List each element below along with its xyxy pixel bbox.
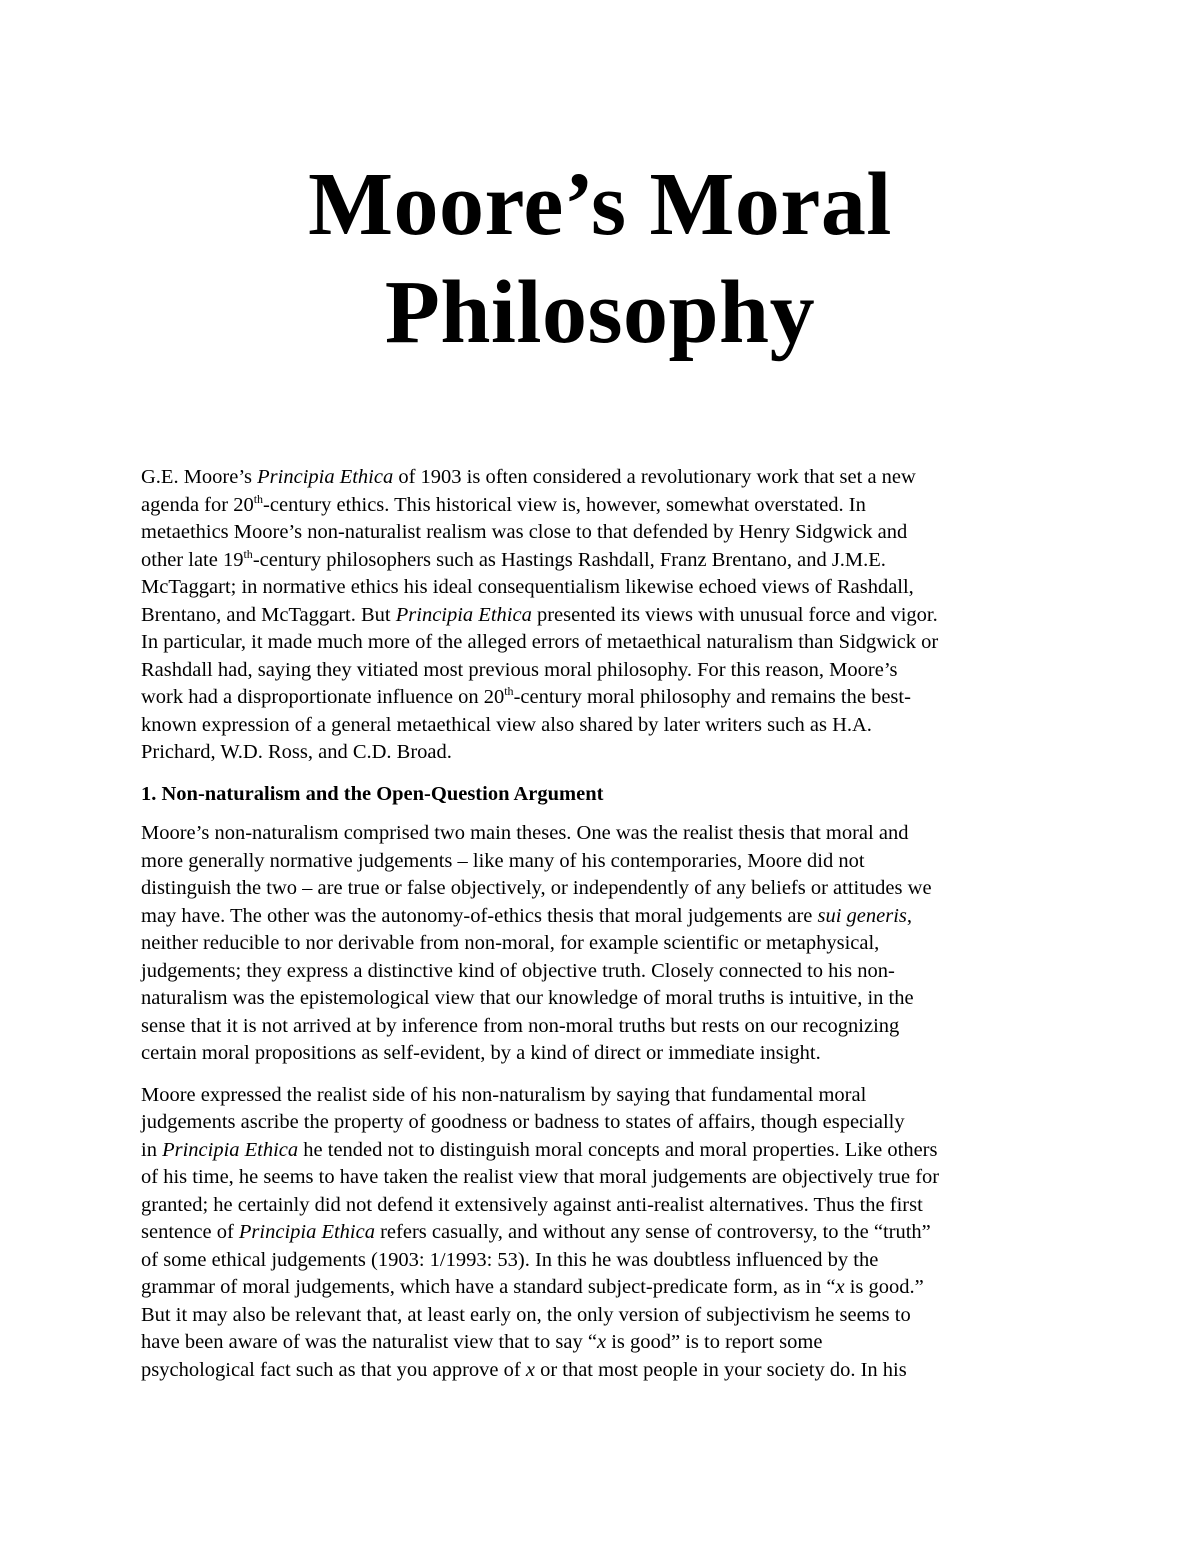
document-body (141, 464, 1071, 1398)
body-paragraph (141, 1082, 1071, 1385)
text-line: distinguish the two – are true or false objectively, or independently of any beliefs or attitudes we (141, 877, 932, 899)
text-line: Prichard, W.D. Ross, and C.D. Broad. (141, 741, 452, 763)
text-line: sentence of Principia Ethica refers casually, and without any sense of controversy, to the “truth” (141, 1221, 931, 1243)
text-line: work had a disproportionate influence on 20th-century moral philosophy and remains the best- (141, 684, 911, 708)
text-line: judgements ascribe the property of goodness or badness to states of affairs, though especially (141, 1111, 905, 1133)
text-line: metaethics Moore’s non-naturalist realism was close to that defended by Henry Sidgwick and (141, 521, 908, 543)
text-line: certain moral propositions as self-evident, by a kind of direct or immediate insight. (141, 1042, 821, 1064)
text-line: judgements; they express a distinctive kind of objective truth. Closely connected to his non- (141, 959, 895, 982)
text-line: Rashdall had, saying they vitiated most previous moral philosophy. For this reason, Moore’s (141, 658, 898, 681)
text-line: G.E. Moore’s Principia Ethica of 1903 is often considered a revolutionary work that set a new (141, 466, 916, 488)
document-title-line-1: Moore’s Moral (308, 155, 892, 254)
body-paragraph (141, 820, 1071, 1068)
text-line: psychological fact such as that you approve of x or that most people in your society do. In his (141, 1358, 907, 1381)
text-line: granted; he certainly did not defend it extensively against anti-realist alternatives. Thus the first (141, 1193, 923, 1216)
text-line: known expression of a general metaethical view also shared by later writers such as H.A. (141, 713, 872, 736)
text-line: But it may also be relevant that, at least early on, the only version of subjectivism he seems to (141, 1303, 911, 1326)
text-line: have been aware of was the naturalist view that to say “x is good” is to report some (141, 1331, 823, 1353)
text-line: Brentano, and McTaggart. But Principia Ethica presented its views with unusual force and vigor. (141, 603, 938, 626)
text-line: In particular, it made much more of the alleged errors of metaethical naturalism than Sidgwick or (141, 631, 939, 653)
text-line: sense that it is not arrived at by inference from non-moral truths but rests on our recognizing (141, 1014, 900, 1037)
text-line: agenda for 20th-century ethics. This historical view is, however, somewhat overstated. In (141, 491, 866, 516)
text-line: of some ethical judgements (1903: 1/1993: 53). In this he was doubtless influenced by the (141, 1248, 879, 1271)
text-line: more generally normative judgements – like many of his contemporaries, Moore did not (141, 849, 865, 872)
text-line: Moore expressed the realist side of his non-naturalism by saying that fundamental moral (141, 1083, 867, 1106)
text-line: of his time, he seems to have taken the realist view that moral judgements are objectively true for (141, 1166, 940, 1188)
text-line: other late 19th-century philosophers such as Hastings Rashdall, Franz Brentano, and J.M.E. (141, 546, 886, 571)
text-line: McTaggart; in normative ethics his ideal consequentialism likewise echoed views of Rashdall, (141, 576, 914, 598)
text-line: in Principia Ethica he tended not to distinguish moral concepts and moral properties. Like others (141, 1138, 938, 1161)
text-line: grammar of moral judgements, which have a standard subject-predicate form, as in “x is good.” (141, 1276, 924, 1298)
text-line: neither reducible to nor derivable from non-moral, for example scientific or metaphysical, (141, 932, 880, 954)
document-title-line-2: Philosophy (384, 263, 816, 362)
text-line: naturalism was the epistemological view that our knowledge of moral truths is intuitive, in the (141, 987, 914, 1009)
section-heading: 1. Non-naturalism and the Open-Question Argument (141, 782, 604, 805)
text-line: Moore’s non-naturalism comprised two main theses. One was the realist thesis that moral and (141, 822, 909, 844)
intro-paragraph (141, 464, 1071, 767)
text-line: may have. The other was the autonomy-of-ethics thesis that moral judgements are sui generis, (141, 904, 913, 927)
